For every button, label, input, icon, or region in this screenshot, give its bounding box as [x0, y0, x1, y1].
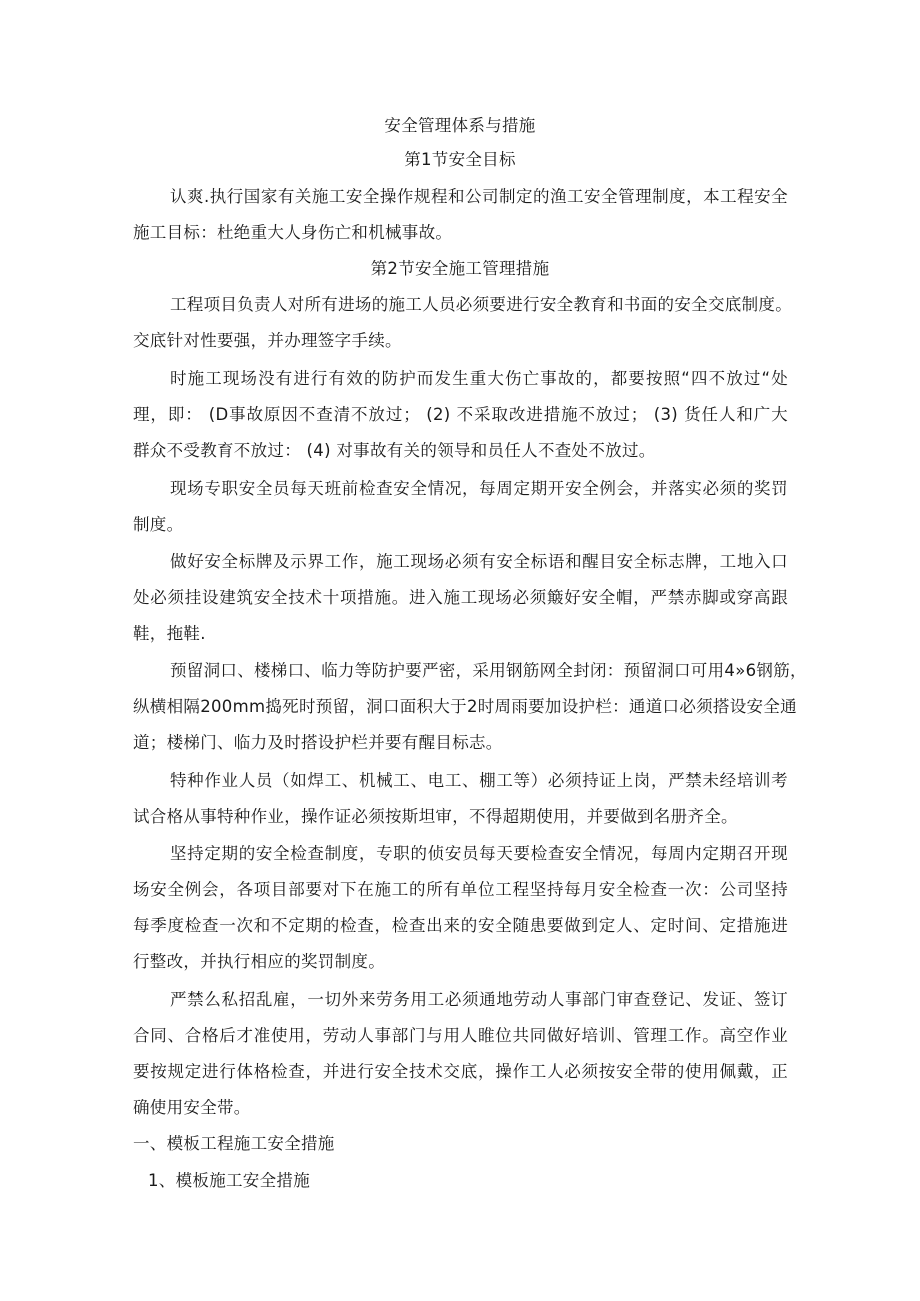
paragraph-line: 鞋，拖鞋. — [133, 624, 206, 643]
paragraph-line: 时施工现场没有进行有效的防护而发生重大伤亡事故的，都要按照“四不放过“处 — [170, 369, 788, 388]
paragraph-line: 处必须挂设建筑安全技术十项措施。进入施工现场必须簸好安全帽，严禁赤脚或穿高跟 — [133, 588, 788, 607]
paragraph-line: 场安全例会，各项目部要对下在施工的所有单位工程坚持每月安全检查一次：公司坚持 — [133, 880, 788, 899]
paragraph-line: 施工目标：杜绝重大人身伤亡和机械事故。 — [133, 223, 453, 242]
paragraph-line: 认爽.执行国家有关施工安全操作规程和公司制定的渔工安全管理制度，本工程安全 — [170, 187, 788, 206]
paragraph-line: 坚持定期的安全检查制度，专职的侦安员每天要检查安全情况，每周内定期召开现 — [170, 844, 788, 863]
paragraph-line: 合同、合格后才准使用，劳动人事部门与用人睢位共同做好培训、管理工作。高空作业 — [133, 1026, 788, 1045]
section-2-heading: 第2节安全施工管理措施 — [370, 259, 550, 278]
subsection-heading: 一、模板工程施工安全措施 — [133, 1134, 335, 1153]
paragraph-line: 制度。 — [133, 515, 184, 534]
paragraph-line: 行整改，并执行相应的奖罚制度。 — [133, 952, 385, 971]
paragraph-line: 道；楼梯门、临力及时搭设护栏并要有醒目标志。 — [133, 733, 503, 752]
paragraph-line: 纵横相隔200mm捣死时预留，洞口面积大于2时周雨要加设护栏：通道口必须搭设安全通 — [133, 697, 797, 716]
paragraph-line: 严禁么私招乱雇，一切外来劳务用工必须通地劳动人事部门审查登记、发证、签订 — [170, 990, 788, 1009]
paragraph-line: 要按规定进行体格检查，并进行安全技术交底，操作工人必须按安全带的使用佩戴，正 — [133, 1062, 788, 1081]
paragraph-line: 现场专职安全员每天班前检查安全情况，每周定期开安全例会，并落实必须的奖罚 — [170, 479, 788, 498]
paragraph-line: 确使用安全带。 — [133, 1098, 251, 1117]
paragraph-line: 群众不受教育不放过： (4) 对事故有关的领导和员任人不查处不放过。 — [133, 441, 656, 460]
paragraph-line: 做好安全标牌及示界工作，施工现场必须有安全标语和醒目安全标志牌，工地入口 — [170, 552, 788, 571]
paragraph-line: 理，即： (D事故原因不查清不放过； (2) 不采取改进措施不放过； (3) 货任人和广大 — [133, 405, 788, 424]
paragraph-line: 工程项目负责人对所有进场的施工人员必须要进行安全教育和书面的安全交底制度。 — [170, 295, 792, 314]
section-1-heading: 第1节安全目标 — [404, 150, 516, 169]
paragraph-line: 每季度检查一次和不定期的检查，检查出来的安全随患要做到定人、定时间、定措施进 — [133, 916, 788, 935]
paragraph-line: 交底针对性要强，并办理签字手续。 — [133, 331, 402, 350]
paragraph-line: 试合格从事特种作业，操作证必须按斯坦审，不得超期使用，并要做到名册齐全。 — [133, 807, 738, 826]
document-title: 安全管理体系与措施 — [384, 116, 536, 135]
paragraph-line: 特种作业人员（如焊工、机械工、电工、棚工等）必须持证上岗，严禁未经培训考 — [170, 771, 788, 790]
paragraph-line: 预留洞口、楼梯口、临力等防护要严密，采用钢筋网全封闭：预留洞口可用4»6钢筋， — [170, 661, 807, 680]
subsubsection-heading: 1、模板施工安全措施 — [148, 1171, 310, 1190]
